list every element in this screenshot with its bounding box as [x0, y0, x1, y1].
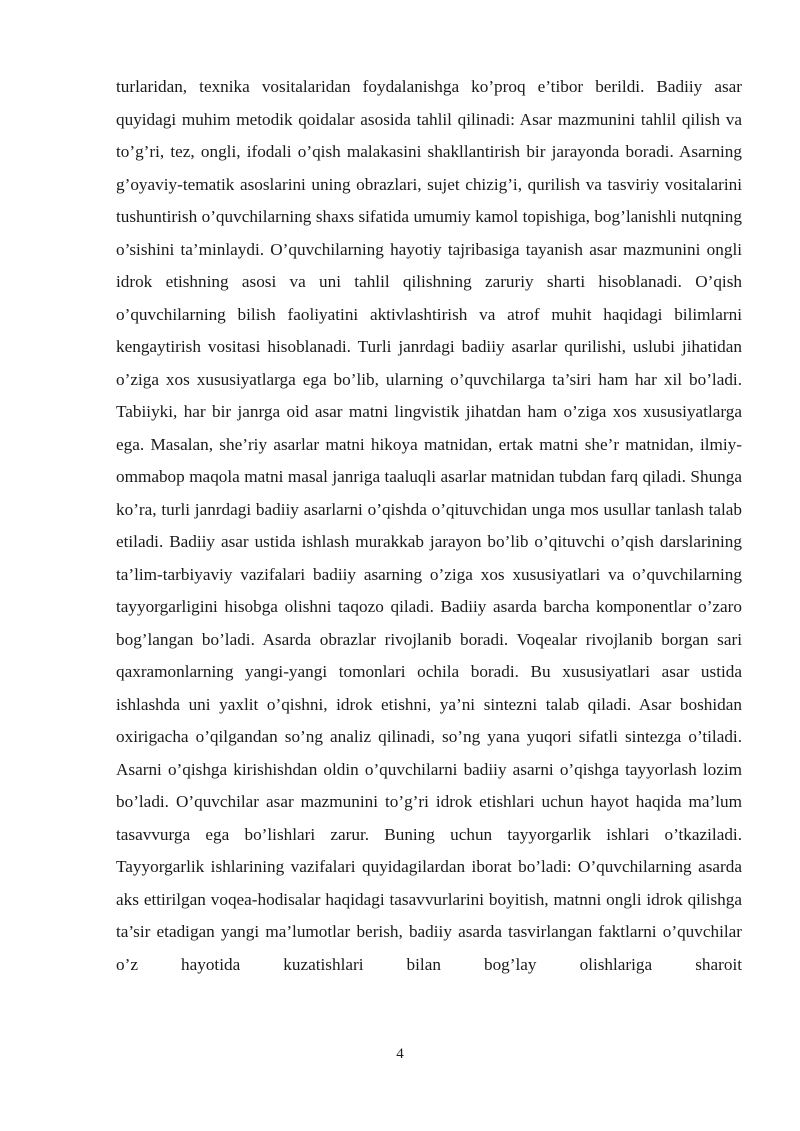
page-number: 4: [396, 1046, 404, 1062]
body-paragraph: turlaridan, texnika vositalaridan foydalanishga ko’proq e’tibor berildi. Badiiy asar quyidagi muhim metodik qoidalar asosida tahlil qilinadi: Asar mazmunini tahlil qilish va to’g’ri, tez, ongli, ifodali o’qish malakasini shakllantirish bir jarayonda boradi. Asarning g’oyaviy-tematik asoslarini uning obrazlari, sujet chizig’i, qurilish va tasviriy vositalarini tushuntirish o’quvchilarning shaxs sifatida umumiy kamol topishiga, bog’lanishli nutqning o’sishini ta’minlaydi. O’quvchilarning hayotiy tajribasiga tayanish asar mazmunini ongli idrok etishning asosi va uni tahlil qilishning zaruriy sharti hisoblanadi. O’qish o’quvchilarning bilish faoliyatini aktivlashtirish va atrof muhit haqidagi bilimlarni kengaytirish vositasi hisoblanadi. Turli janrdagi badiiy asarlar qurilishi, uslubi jihatidan o’ziga xos xususiyatlarga ega bo’lib, ularning o’quvchilarga ta’siri ham har xil bo’ladi. Tabiiyki, har bir janrga oid asar matni lingvistik jihatdan ham o’ziga xos xususiyatlarga ega. Masalan, she’riy asarlar matni hikoya matnidan, ertak matni she’r matnidan, ilmiy-ommabop maqola matni masal janriga taaluqli asarlar matnidan tubdan farq qiladi. Shunga ko’ra, turli janrdagi badiiy asarlarni o’qishda o’qituvchidan unga mos usullar tanlash talab etiladi. Badiiy asar ustida ishlash murakkab jarayon bo’lib o’qituvchi o’qish darslarining ta’lim-tarbiyaviy vazifalari badiiy asarning o’ziga xos xususiyatlari va o’quvchilarning tayyorgarligini hisobga olishni taqozo qiladi. Badiiy asarda barcha komponentlar o’zaro bog’langan bo’ladi. Asarda obrazlar rivojlanib boradi. Voqealar rivojlanib borgan sari qaxramonlarning yangi-yangi tomonlari ochila boradi. Bu xususiyatlari asar ustida ishlashda uni yaxlit o’qishni, idrok etishni, ya’ni sintezni talab qiladi. Asar boshidan oxirigacha o’qilgandan so’ng analiz qilinadi, so’ng yana yuqori sifatli sintezga o’tiladi. Asarni o’qishga kirishishdan oldin o’quvchilarni badiiy asarni o’qishga tayyorlash lozim bo’ladi. O’quvchilar asar mazmunini to’g’ri idrok etishlari uchun hayot haqida ma’lum tasavvurga ega bo’lishlari zarur. Buning uchun tayyorgarlik ishlari o’tkaziladi. Tayyorgarlik ishlarining vazifalari quyidagilardan iborat bo’ladi: O’quvchilarning asarda aks ettirilgan voqea-hodisalar haqidagi tasavvurlarini boyitish, matnni ongli idrok qilishga ta’sir etadigan yangi ma’lumotlar berish, badiiy asarda tasvirlangan faktlarni o’quvchilar o’z hayotida kuzatishlari bilan bog’lay olishlariga sharoit: [116, 77, 742, 974]
